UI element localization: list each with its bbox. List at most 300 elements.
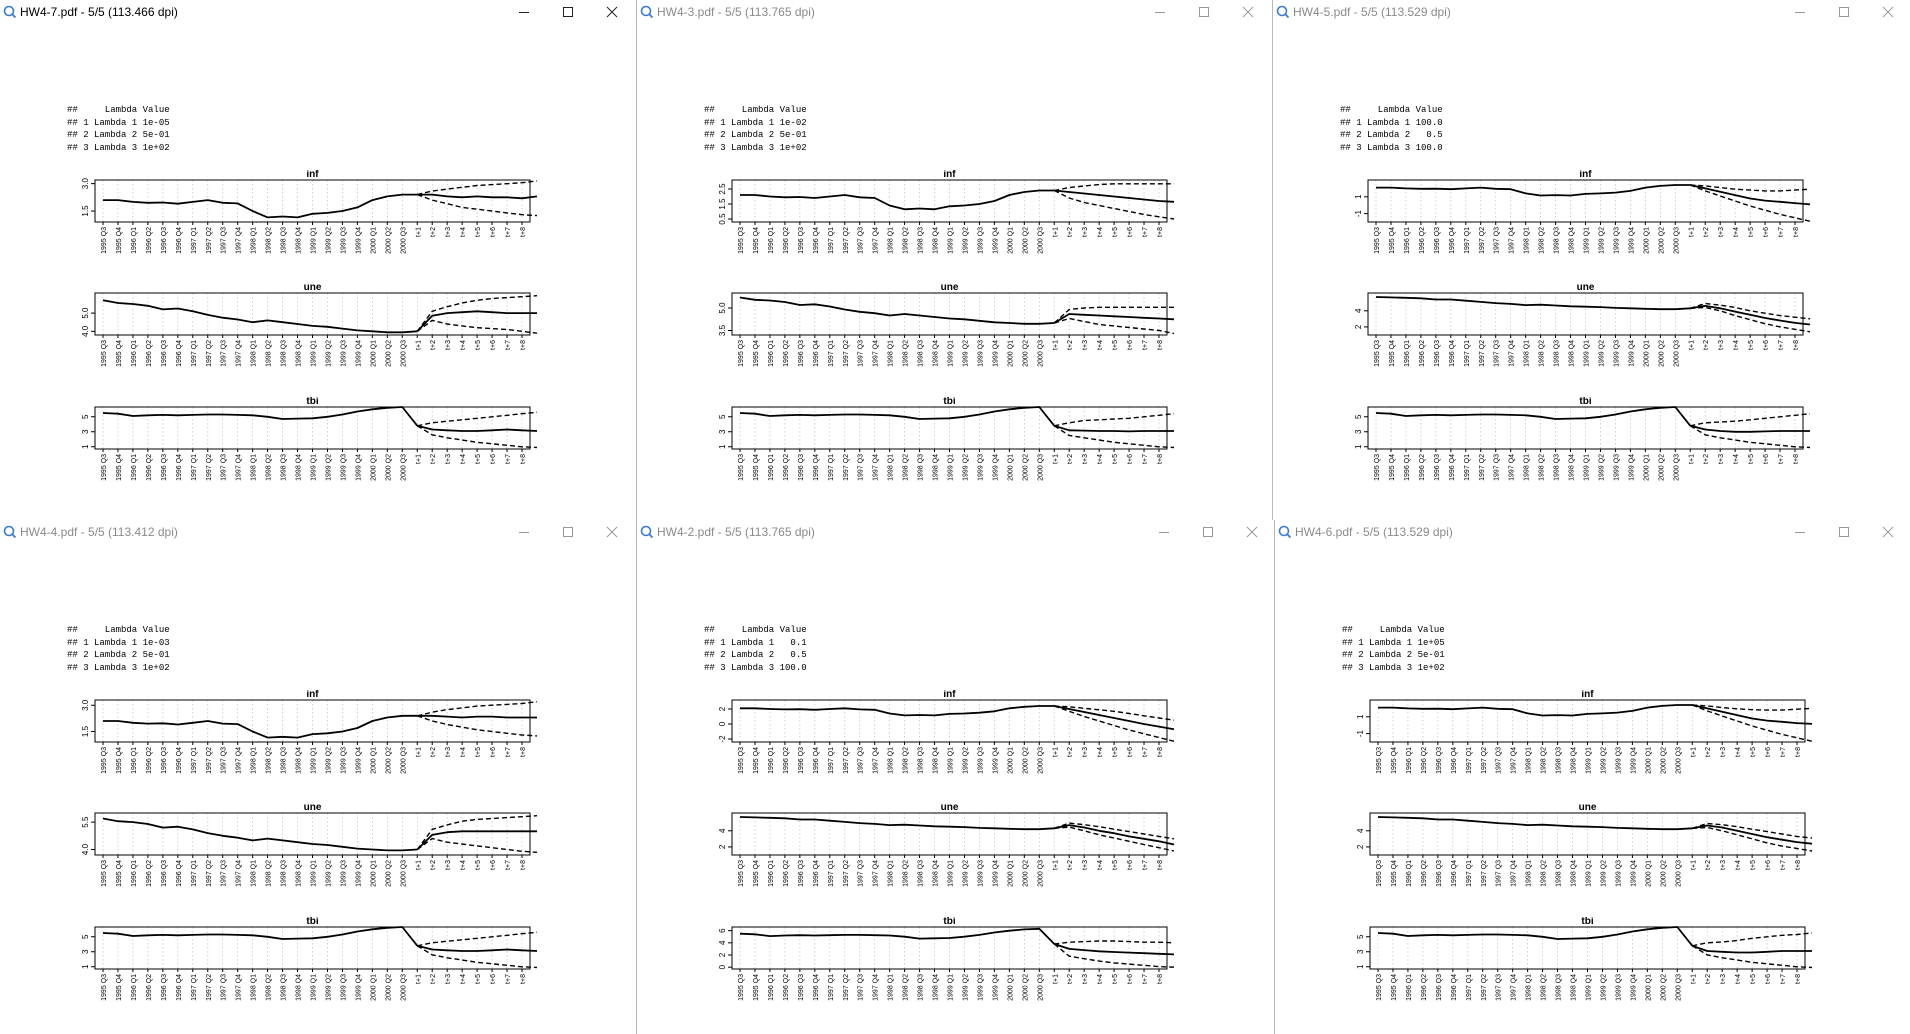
panel-title: une [1576,283,1595,293]
x-tick-label: t+3 [1082,860,1090,870]
minimize-button[interactable] [502,520,546,544]
x-tick-label: t+2 [1705,747,1713,757]
x-tick-label: 1996 Q3 [1433,454,1441,481]
x-tick-label: 1999 Q4 [355,454,363,481]
lambda-row-1: ## 1 Lambda 1 100.0 [1340,117,1443,128]
x-tick-label: t+2 [430,340,438,350]
series-lower-band [1054,827,1174,851]
x-tick-label: t+2 [1067,974,1075,984]
close-icon [1242,6,1254,18]
x-tick-label: 1995 Q3 [101,454,108,481]
title-bar[interactable] [637,520,1274,544]
x-tick-label: 1997 Q3 [1495,974,1503,1001]
x-tick-label: 2000 Q3 [1037,227,1045,254]
x-tick-label: 1999 Q2 [962,860,970,887]
x-tick-label: t+5 [1112,860,1120,870]
x-tick-label: 1995 Q4 [1390,860,1398,887]
x-tick-label: t+6 [1765,860,1773,870]
x-tick-label: 1996 Q1 [130,974,138,1001]
document-page[interactable] [0,544,634,1034]
x-tick-label: 1996 Q1 [1405,860,1413,887]
document-page[interactable] [0,24,634,520]
y-tick-label: 4.0 [81,843,90,856]
chart-tbi [1273,397,1907,493]
title-bar[interactable] [0,0,634,24]
series-history [1376,185,1690,196]
x-tick-label: 1995 Q3 [1376,747,1383,774]
minimize-icon [1794,526,1806,538]
title-bar[interactable] [637,0,1270,24]
x-tick-label: 1998 Q2 [902,227,910,254]
x-tick-label: 1996 Q3 [1435,974,1443,1001]
x-tick-label: 1996 Q4 [1450,974,1458,1001]
x-tick-label: 1998 Q1 [250,454,258,481]
x-tick-label: 1997 Q3 [1495,747,1503,774]
x-tick-label: 1999 Q2 [1598,340,1606,367]
x-tick-label: 1996 Q3 [797,747,805,774]
x-tick-label: 1997 Q2 [205,974,213,1001]
x-tick-label: 1996 Q4 [175,974,183,1001]
y-tick-label: 5.5 [81,816,90,828]
x-tick-label: 1996 Q4 [175,747,183,774]
lambda-row-3: ## 3 Lambda 3 100.0 [1340,142,1443,153]
x-tick-label: 1997 Q3 [220,747,228,774]
x-tick-label: t+8 [1793,227,1800,237]
x-tick-label: 1997 Q1 [190,747,198,774]
x-tick-label: 1998 Q3 [917,340,925,367]
x-tick-label: t+3 [1082,974,1090,984]
x-tick-label: 1998 Q2 [1540,860,1548,887]
chart-inf [1273,170,1907,266]
x-tick-label: 2000 Q1 [1007,227,1015,254]
x-tick-label: 1996 Q3 [160,747,168,774]
x-tick-label: 1999 Q4 [992,860,1000,887]
x-tick-label: 2000 Q3 [1037,974,1045,1001]
x-tick-label: 1997 Q1 [190,860,198,887]
x-tick-label: 1997 Q1 [827,860,835,887]
x-tick-label: 1996 Q1 [1403,454,1411,481]
x-tick-label: 1995 Q3 [101,227,108,254]
x-tick-label: 1999 Q1 [310,227,318,254]
x-tick-label: 1997 Q2 [1478,227,1486,254]
x-tick-label: 1998 Q4 [1570,974,1578,1001]
y-tick-label: 4 [718,940,727,946]
x-tick-label: 1995 Q4 [115,974,123,1001]
x-tick-label: 1997 Q1 [827,227,835,254]
x-tick-label: t+2 [1067,454,1075,464]
y-tick-label: 0.5 [718,213,727,225]
panel-title: tbi [1581,917,1594,927]
x-tick-label: t+6 [1127,974,1135,984]
x-tick-label: 2000 Q1 [370,227,378,254]
x-tick-label: 1995 Q4 [752,227,760,254]
x-tick-label: 1999 Q3 [977,747,985,774]
x-tick-label: 1997 Q2 [205,227,213,254]
series-forecast [1054,426,1174,432]
close-button[interactable] [590,0,634,24]
minimize-button[interactable] [1778,520,1822,544]
x-tick-label: 1998 Q3 [280,747,288,774]
chart-une [0,283,634,379]
x-tick-label: 1997 Q3 [857,974,865,1001]
x-tick-label: 1995 Q3 [1376,860,1383,887]
series-history [103,195,417,218]
y-tick-label: 4.0 [81,325,90,337]
maximize-button[interactable] [546,520,590,544]
x-tick-label: 2000 Q2 [385,340,393,367]
x-tick-label: 2000 Q3 [1037,747,1045,774]
x-tick-label: t+6 [1765,974,1773,984]
x-tick-label: 1997 Q2 [842,747,850,774]
x-tick-label: 1995 Q4 [115,860,123,887]
x-tick-label: 1999 Q3 [340,454,348,481]
x-tick-label: t+1 [1690,747,1698,757]
x-tick-label: 1998 Q3 [280,340,288,367]
x-tick-label: 1996 Q4 [175,454,183,481]
panel-title: inf [1581,690,1594,700]
y-tick-label: -1 [1356,730,1365,738]
x-tick-label: 1995 Q3 [1374,340,1381,367]
x-tick-label: 1998 Q3 [280,227,288,254]
y-tick-label: 2 [718,706,727,712]
lambda-table-header: ## Lambda Value [704,105,807,115]
title-bar[interactable] [0,520,634,544]
x-tick-label: t+1 [1052,340,1060,350]
document-page[interactable] [1273,24,1910,520]
x-tick-label: 1995 Q3 [101,747,108,774]
document-page[interactable] [1275,544,1910,1034]
x-tick-label: 1997 Q3 [1493,340,1501,367]
x-tick-label: 1999 Q4 [992,454,1000,481]
lambda-row-1: ## 1 Lambda 1 1e-02 [704,117,807,128]
x-tick-label: 1996 Q2 [782,454,790,481]
x-tick-label: t+6 [1763,340,1771,350]
x-tick-label: 1999 Q2 [1600,860,1608,887]
panel-title: une [940,283,959,293]
series-forecast [417,195,537,199]
x-tick-label: 1997 Q1 [1465,747,1473,774]
x-tick-label: 1997 Q3 [857,747,865,774]
document-page[interactable] [637,24,1270,520]
x-tick-label: 2000 Q3 [1037,340,1045,367]
x-tick-label: 2000 Q2 [1022,454,1030,481]
chart-inf [1275,690,1909,786]
x-tick-label: t+6 [490,227,498,237]
chart-tbi [0,917,634,1013]
x-tick-label: t+4 [1733,227,1741,237]
close-button[interactable] [1866,520,1910,544]
x-tick-label: 1999 Q4 [355,860,363,887]
x-tick-label: 1998 Q2 [265,747,273,774]
x-tick-label: 2000 Q1 [1645,747,1653,774]
close-icon [606,6,618,18]
x-tick-label: 1997 Q3 [857,860,865,887]
x-tick-label: 1998 Q2 [902,340,910,367]
x-tick-label: 1997 Q2 [1480,974,1488,1001]
document-page[interactable] [637,544,1274,1034]
x-tick-label: t+6 [1127,454,1135,464]
x-tick-label: 1998 Q3 [280,454,288,481]
x-tick-label: 1997 Q2 [842,227,850,254]
app-icon [640,525,654,539]
y-tick-label: 3.5 [718,324,727,337]
x-tick-label: 1997 Q2 [842,454,850,481]
panel-title: inf [943,690,956,700]
panel-title: une [1578,803,1597,813]
series-history [1376,297,1690,309]
x-tick-label: 1999 Q1 [947,860,955,887]
x-tick-label: 1997 Q3 [220,340,228,367]
close-button[interactable] [1866,0,1910,24]
x-tick-label: 1996 Q2 [1420,974,1428,1001]
x-tick-label: 1999 Q1 [947,340,955,367]
x-tick-label: 1998 Q4 [295,974,303,1001]
x-tick-label: 1996 Q1 [767,340,775,367]
x-tick-label: t+8 [520,860,527,870]
app-icon [1276,5,1290,19]
pdf-window-hw4-2 [636,520,1274,1034]
maximize-button[interactable] [1822,520,1866,544]
x-tick-label: 1996 Q4 [812,340,820,367]
x-tick-label: t+3 [445,340,453,350]
x-tick-label: 1998 Q1 [1523,454,1531,481]
chart-inf [637,170,1270,266]
x-tick-label: 1997 Q2 [205,860,213,887]
maximize-icon [562,6,574,18]
x-tick-label: t+6 [490,860,498,870]
x-tick-label: t+4 [1733,454,1741,464]
x-tick-label: 1996 Q2 [782,340,790,367]
x-tick-label: 1997 Q4 [1510,747,1518,774]
x-tick-label: t+1 [1052,860,1060,870]
x-tick-label: 1998 Q3 [917,860,925,887]
maximize-button[interactable] [546,0,590,24]
x-tick-label: 1998 Q1 [1523,227,1531,254]
x-tick-label: t+5 [1750,974,1758,984]
x-tick-label: 2000 Q2 [1022,974,1030,1001]
app-icon [3,5,17,19]
x-tick-label: t+7 [1780,974,1788,984]
x-tick-label: 1998 Q1 [250,747,258,774]
x-tick-label: 1997 Q1 [827,747,835,774]
x-tick-label: 1998 Q1 [887,974,895,1001]
minimize-button[interactable] [502,0,546,24]
x-tick-label: 1996 Q4 [812,747,820,774]
x-tick-label: 1998 Q4 [932,747,940,774]
x-tick-label: 1997 Q3 [220,227,228,254]
chart-une [637,803,1271,899]
x-tick-label: t+6 [1765,747,1773,757]
y-tick-label: 3 [1354,429,1363,434]
y-tick-label: 1 [1354,444,1363,449]
x-tick-label: 1996 Q4 [1450,860,1458,887]
maximize-button[interactable] [1182,0,1226,24]
x-tick-label: 1999 Q2 [1598,227,1606,254]
y-tick-label: 0 [718,964,727,970]
x-tick-label: 1998 Q3 [1553,227,1561,254]
x-tick-label: t+2 [1067,860,1075,870]
maximize-button[interactable] [1186,520,1230,544]
x-tick-label: t+2 [430,974,438,984]
y-tick-label: 6 [718,928,727,933]
x-tick-label: 1999 Q2 [325,454,333,481]
y-tick-label: 5.0 [81,307,90,319]
x-tick-label: 1995 Q3 [738,974,745,1001]
minimize-button[interactable] [1142,520,1186,544]
x-tick-label: t+6 [1763,454,1771,464]
x-tick-label: t+1 [1052,747,1060,757]
x-tick-label: 2000 Q1 [370,860,378,887]
x-tick-label: 1997 Q4 [1508,227,1516,254]
minimize-button[interactable] [1138,0,1182,24]
x-tick-label: 1998 Q4 [295,454,303,481]
x-tick-label: 1999 Q4 [1630,974,1638,1001]
x-tick-label: 1996 Q3 [797,860,805,887]
x-tick-label: t+8 [520,454,527,464]
window-title: HW4-3.pdf - 5/5 (113.765 dpi) [657,5,815,19]
x-tick-label: 1998 Q3 [1553,454,1561,481]
x-tick-label: 2000 Q3 [1037,454,1045,481]
x-tick-label: 1998 Q4 [295,747,303,774]
x-tick-label: 1998 Q4 [932,860,940,887]
x-tick-label: 1997 Q3 [1493,454,1501,481]
chart-tbi [1275,917,1909,1013]
x-tick-label: 1999 Q4 [355,340,363,367]
x-tick-label: t+6 [1127,340,1135,350]
minimize-button[interactable] [1778,0,1822,24]
chart-inf [0,690,634,786]
x-tick-label: t+8 [1793,454,1800,464]
x-tick-label: t+3 [1082,340,1090,350]
panel-title: inf [943,170,956,180]
close-button[interactable] [590,520,634,544]
x-tick-label: 1996 Q1 [767,227,775,254]
minimize-icon [1158,526,1170,538]
y-tick-label: 2 [1354,324,1363,330]
x-tick-label: t+4 [1735,747,1743,757]
x-tick-label: 1996 Q1 [767,974,775,1001]
y-tick-label: 4 [718,828,727,833]
x-tick-label: t+4 [1097,340,1105,350]
x-tick-label: t+2 [1703,340,1711,350]
y-tick-label: -1 [1354,210,1363,218]
x-tick-label: t+2 [1067,747,1075,757]
panel-title: tbi [943,397,956,407]
x-tick-label: 1998 Q1 [250,340,258,367]
series-history [103,407,417,426]
lambda-row-3: ## 3 Lambda 3 1e+02 [67,662,170,673]
x-tick-label: 1998 Q2 [1538,454,1546,481]
x-tick-label: 1998 Q4 [932,974,940,1001]
x-tick-label: 1995 Q4 [115,340,123,367]
x-tick-label: 1996 Q3 [160,974,168,1001]
x-tick-label: 1999 Q1 [947,747,955,774]
y-tick-label: 1 [1356,714,1365,720]
series-forecast [1054,944,1174,954]
x-tick-label: 1997 Q4 [1508,340,1516,367]
series-history [103,927,417,946]
x-tick-label: 1998 Q4 [295,227,303,254]
x-tick-label: 2000 Q2 [1660,860,1668,887]
x-tick-label: 1997 Q2 [205,454,213,481]
x-tick-label: 1996 Q4 [812,860,820,887]
series-upper-band [417,816,537,850]
x-tick-label: t+8 [520,747,527,757]
x-tick-label: 1999 Q4 [1628,454,1636,481]
x-tick-label: t+1 [415,340,423,350]
x-tick-label: 2000 Q1 [1645,860,1653,887]
x-tick-label: 1999 Q2 [325,974,333,1001]
x-tick-label: 1995 Q3 [1374,454,1381,481]
x-tick-label: 1997 Q1 [190,340,198,367]
x-tick-label: t+4 [460,227,468,237]
y-tick-label: 5 [1356,934,1365,939]
x-tick-label: 1998 Q3 [280,974,288,1001]
x-tick-label: 1999 Q2 [325,747,333,774]
maximize-icon [562,526,574,538]
window-title: HW4-6.pdf - 5/5 (113.529 dpi) [1295,525,1453,539]
x-tick-label: 2000 Q1 [1645,974,1653,1001]
app-icon [640,5,654,19]
x-tick-label: 1995 Q3 [1376,974,1383,1001]
x-tick-label: 1997 Q2 [1478,454,1486,481]
series-lower-band [1692,828,1812,852]
x-tick-label: 1995 Q4 [752,454,760,481]
x-tick-label: 1999 Q4 [355,747,363,774]
y-tick-label: 5 [718,414,727,419]
x-tick-label: 1995 Q4 [752,747,760,774]
x-tick-label: 1996 Q3 [160,227,168,254]
x-tick-label: 2000 Q3 [400,454,408,481]
x-tick-label: 1999 Q2 [325,227,333,254]
x-tick-label: 1998 Q2 [902,454,910,481]
x-tick-label: 1996 Q3 [160,454,168,481]
title-bar[interactable] [1275,520,1910,544]
x-tick-label: 1995 Q3 [738,454,745,481]
x-tick-label: 1996 Q2 [145,454,153,481]
y-tick-label: 1 [718,444,727,449]
x-tick-label: 1997 Q4 [872,747,880,774]
x-tick-label: 1999 Q2 [1598,454,1606,481]
x-tick-label: 1998 Q2 [1540,974,1548,1001]
x-tick-label: 1996 Q4 [1448,227,1456,254]
x-tick-label: 1997 Q3 [857,227,865,254]
x-tick-label: 1995 Q4 [1388,454,1396,481]
pdf-window-hw4-3 [636,0,1270,520]
x-tick-label: t+8 [1795,747,1802,757]
x-tick-label: 1999 Q3 [1613,454,1621,481]
x-tick-label: 1997 Q1 [190,974,198,1001]
series-forecast [1690,426,1810,432]
x-tick-label: 2000 Q2 [385,860,393,887]
x-tick-label: t+3 [445,227,453,237]
x-tick-label: t+5 [475,340,483,350]
close-button[interactable] [1230,520,1274,544]
x-tick-label: 1995 Q3 [101,860,108,887]
x-tick-label: 1998 Q1 [1525,974,1533,1001]
x-tick-label: 1998 Q1 [887,860,895,887]
x-tick-label: t+5 [1748,227,1756,237]
x-tick-label: 1997 Q2 [842,340,850,367]
title-bar[interactable] [1273,0,1910,24]
x-tick-label: 1998 Q1 [250,974,258,1001]
maximize-button[interactable] [1822,0,1866,24]
x-tick-label: 1998 Q1 [1523,340,1531,367]
x-tick-label: 1995 Q3 [738,860,745,887]
series-lower-band [1690,308,1810,332]
close-button[interactable] [1226,0,1270,24]
x-tick-label: 1997 Q4 [872,340,880,367]
